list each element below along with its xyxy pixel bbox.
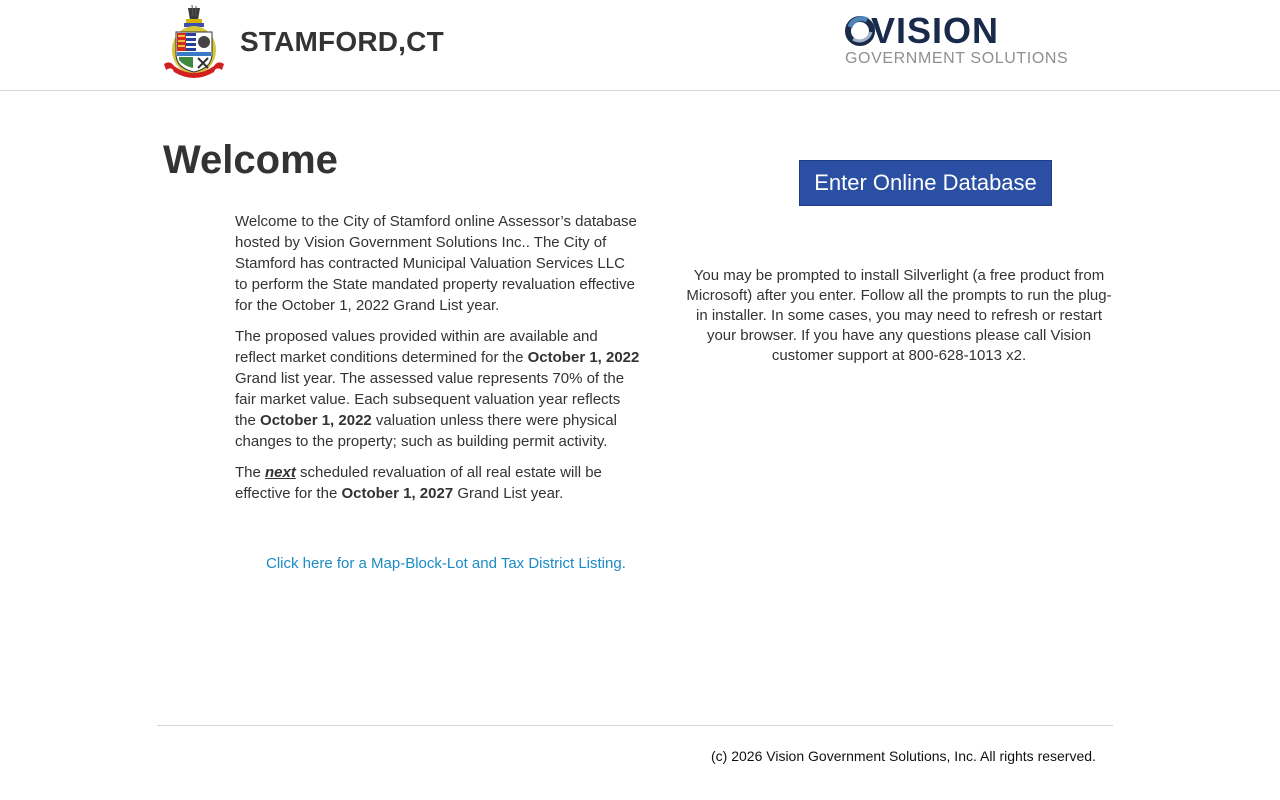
copyright-text: (c) 2026 Vision Government Solutions, Inc. All rights reserved. — [711, 748, 1096, 764]
text-span: valuation unless there were physical changes to the property; such as building permit activity. — [235, 412, 617, 450]
map-block-lot-link[interactable]: Click here for a Map-Block-Lot and Tax District Listing. — [266, 555, 626, 572]
bold-date: October 1, 2022 — [527, 349, 640, 366]
text-span: The proposed values provided within are available and reflect market conditions determined for the — [235, 328, 598, 366]
city-seal-icon — [162, 4, 226, 82]
page-title: Welcome — [163, 138, 338, 182]
text-span: The — [235, 464, 266, 481]
vision-wordmark: VISION — [871, 10, 1000, 51]
bold-date: October 1, 2027 — [341, 485, 454, 502]
silverlight-note: You may be prompted to install Silverlight (a free product from Microsoft) after you enter. Follow all the prompts to run the plug-in installer. In some cases, you may need to refresh or restart your browser. If you have any questions please call Vision customer support at 800-628-1013 x2. — [686, 267, 1112, 364]
emphasis-next: next — [265, 464, 296, 481]
page-header — [0, 0, 1280, 91]
city-title: STAMFORD,CT — [240, 26, 444, 57]
intro-paragraph-3 — [235, 462, 640, 504]
text-span: Grand list year. The assessed value represents 70% of the fair market value. Each subsequent valuation year reflects the — [235, 370, 625, 429]
enter-online-database-button[interactable]: Enter Online Database — [799, 160, 1052, 206]
intro-text — [235, 211, 640, 514]
text-span: Grand List year. — [453, 485, 564, 502]
vision-subtitle: GOVERNMENT SOLUTIONS — [845, 50, 1069, 67]
vision-logo — [845, 10, 1069, 72]
intro-paragraph-1: Welcome to the City of Stamford online Assessor’s database hosted by Vision Government Solutions Inc.. The City of Stamford has contracted Municipal Valuation Services LLC to perform the State mandated property revaluation effective for the October 1, 2022 Grand List year. — [235, 213, 637, 314]
text-span: scheduled revaluation of all real estate will be effective for the — [235, 464, 602, 502]
intro-paragraph-2 — [235, 326, 640, 452]
footer-divider — [157, 725, 1113, 726]
bold-date: October 1, 2022 — [260, 412, 372, 429]
